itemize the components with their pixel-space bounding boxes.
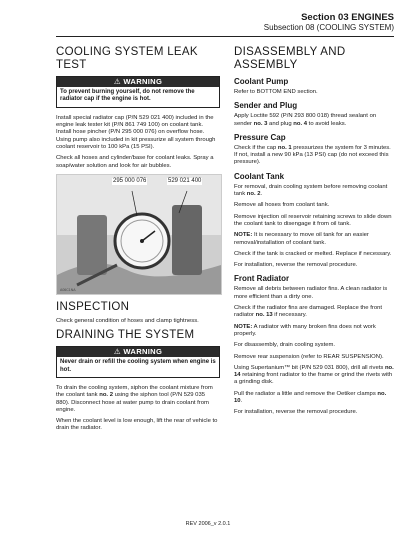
paragraph: For removal, drain cooling system before removing coolant tank no. 2. — [234, 183, 388, 198]
warning-icon: ⚠ — [113, 347, 121, 357]
paragraph: Refer to BOTTOM END section. — [234, 89, 318, 95]
warning-box — [56, 76, 220, 108]
warning-icon: ⚠ — [113, 77, 121, 86]
page-header — [264, 12, 394, 33]
paragraph: Apply Loctite 592 (P/N 293 800 018) thread sealant on sender no. 3 and plug no. 4 to avoid leaks. — [234, 113, 377, 127]
warning-label: WARNING — [123, 347, 163, 357]
right-column — [234, 46, 394, 421]
paragraph: For installation, reverse the removal procedure. — [234, 262, 358, 269]
paragraph: Check if the tank is cracked or melted. Replace if necessary. — [234, 250, 392, 257]
paragraph: Install special radiator cap (P/N 529 021 400) included in the engine leak tester kit (P/N 861 749 100) on coolant tank. Install hose pincher (P/N 295 000 076) on overflow hose. Using pump also included in kit pressurize all system through coolant reservoir to 100 kPa (15 PSI). — [56, 114, 216, 150]
figure-label: 529 021 400 — [168, 177, 202, 184]
note: NOTE: It is necessary to move oil tank for an easier removal/installation of coolant tank. — [234, 232, 369, 246]
pressure-cap-heading: Pressure Cap — [234, 132, 286, 142]
paragraph: Remove injection oil reservoir retaining screws to slide down the coolant tank to disengage it from oil tank. — [234, 213, 392, 227]
left-column — [56, 46, 220, 437]
sender-plug-heading: Sender and Plug — [234, 101, 298, 111]
paragraph: Check general condition of hoses and clamp tightness. — [56, 317, 199, 324]
paragraph: Remove all hoses from coolant tank. — [234, 202, 330, 209]
inspection-heading: INSPECTION — [56, 300, 130, 313]
disassembly-heading: DISASSEMBLY AND ASSEMBLY — [234, 46, 346, 71]
section-title: Section 03 ENGINES — [301, 12, 394, 23]
header-rule — [56, 36, 394, 37]
coolant-tank-heading: Coolant Tank — [234, 171, 285, 181]
paragraph: When the coolant level is low enough, lift the rear of vehicle to drain the radiator. — [56, 418, 218, 432]
paragraph: To drain the cooling system, siphon the coolant mixture from the coolant tank no. 2 using the siphon tool (P/N 529 035 880). Disconnect hose at water pump to drain coolant from engine. — [56, 385, 213, 413]
paragraph: For disassembly, drain cooling system. — [234, 342, 336, 349]
warning-text: To prevent burning yourself, do not remove the radiator cap if the engine is hot. — [60, 89, 195, 103]
subsection-title: Subsection 08 (COOLING SYSTEM) — [263, 23, 394, 32]
paragraph: Remove all debris between radiator fins. A clean radiator is more efficient than a dirty one. — [234, 286, 388, 300]
photo-illustration — [57, 175, 221, 294]
note: NOTE: A radiator with many broken fins does not work properly. — [234, 323, 376, 337]
coolant-pump-heading: Coolant Pump — [234, 77, 289, 86]
paragraph: Using Supertanium™ bit (P/N 529 031 800), drill all rivets no. 14 retaining front radiator to the frame or grind the rivets with a grinding disk. — [234, 364, 394, 386]
leak-test-heading: COOLING SYSTEM LEAK TEST — [56, 46, 198, 71]
paragraph: Check if the radiator fins are damaged. Replace the front radiator no. 13 if necessary. — [234, 305, 383, 319]
leak-tester-photo — [56, 174, 222, 295]
paragraph: Check if the cap no. 1 pressurizes the system for 3 minutes. If not, install a new 90 kPa (13 PSI) cap (do not exceed this pressure). — [234, 144, 391, 166]
paragraph: Pull the radiator a little and remove the Oetiker clamps no. 10. — [234, 390, 387, 405]
page-footer: REV 2006_v 2.0.1 — [185, 521, 231, 527]
front-radiator-heading: Front Radiator — [234, 274, 290, 284]
figure-code: A06C1NA — [60, 287, 76, 292]
paragraph: Remove rear suspension (refer to REAR SUSPENSION). — [234, 353, 384, 360]
warning-label: WARNING — [123, 77, 163, 86]
figure-label: 295 000 076 — [113, 177, 147, 184]
paragraph: Check all hoses and cylinder/base for coolant leaks. Spray a soap/water solution and look for air bubbles. — [56, 155, 214, 169]
draining-heading: DRAINING THE SYSTEM — [56, 329, 195, 342]
paragraph: For installation, reverse the removal procedure. — [234, 409, 358, 416]
warning-header — [57, 347, 219, 357]
warning-header — [57, 77, 219, 87]
warning-text: Never drain or refill the cooling system when engine is hot. — [60, 359, 216, 373]
warning-box — [56, 346, 220, 378]
